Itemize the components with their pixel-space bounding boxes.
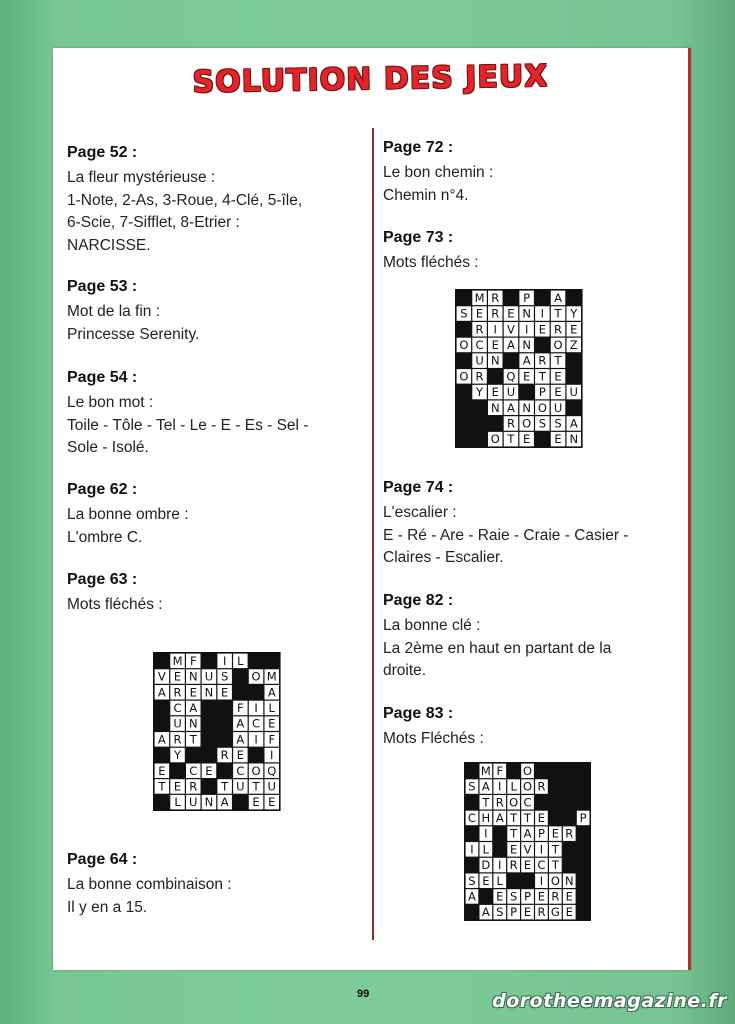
grid-letter: E [221, 685, 229, 700]
text-line: Le bon mot : [67, 394, 154, 411]
grid-letter: A [523, 826, 532, 841]
text-line: Chemin n°4. [383, 186, 469, 204]
grid-letter: E [537, 810, 546, 825]
grid-letter: U [173, 716, 182, 731]
page-number: 99 [357, 988, 370, 1000]
grid-letter: D [481, 858, 491, 873]
grid-letter: O [459, 369, 469, 384]
grid-letter: M [172, 653, 183, 668]
grid-letter: R [537, 905, 546, 920]
grid-letter: C [236, 763, 245, 778]
grid-letter: S [554, 416, 562, 431]
grid-letter: E [554, 369, 562, 384]
section-heading: Page 73 : [383, 229, 454, 246]
grid-letter: E [523, 432, 531, 447]
grid-letter: O [550, 873, 560, 888]
text-line: La bonne clé : [383, 617, 481, 634]
text-line: 1-Note, 2-As, 3-Roue, 4-Clé, 5-île, [67, 191, 303, 209]
grid-letter: I [498, 858, 502, 873]
grid-letter: U [553, 400, 563, 415]
grid-letter: V [157, 669, 166, 684]
grid-letter: L [482, 842, 490, 857]
grid-letter: T [507, 432, 515, 447]
grid-letter: F [189, 653, 197, 668]
grid-letter: A [569, 416, 578, 431]
grid-letter: M [474, 290, 485, 305]
text-line: Il y en a 15. [67, 898, 148, 916]
grid-letter: N [490, 400, 500, 415]
grid-letter: L [496, 873, 503, 888]
grid-letter: R [551, 889, 560, 904]
section-page-54 [67, 368, 357, 460]
section-heading: Page 82 : [383, 592, 454, 609]
grid-letter: R [506, 416, 515, 431]
section-text [383, 615, 683, 683]
grid-letter: E [268, 716, 276, 731]
grid-letter: S [460, 306, 468, 321]
grid-letter: C [467, 810, 476, 825]
grid-letter: T [158, 779, 166, 794]
grid-letter: M [266, 669, 277, 684]
grid-letter: O [523, 763, 533, 778]
grid-letter: E [482, 873, 490, 888]
grid-letter: M [480, 763, 491, 778]
text-line: Princesse Serenity. [67, 325, 200, 343]
grid-letter: A [495, 810, 504, 825]
grid-letter: E [507, 306, 515, 321]
grid-letter: U [569, 385, 578, 400]
grid-letter: O [553, 337, 563, 352]
grid-letter: R [495, 795, 504, 810]
section-page-82 [383, 591, 683, 683]
grid-letter: R [537, 779, 546, 794]
grid-letter: N [522, 337, 531, 352]
grid-letter: T [221, 779, 229, 794]
section-heading: Page 63 : [67, 571, 138, 588]
grid-letter: Y [174, 748, 182, 763]
grid-letter: E [268, 795, 276, 810]
grid-letter: L [268, 700, 275, 715]
grid-letter: E [236, 748, 244, 763]
grid-letter: F [496, 763, 504, 778]
grid-letter: Y [570, 306, 578, 321]
website-watermark: dorotheemagazine.fr [492, 990, 727, 1012]
grid-letter: A [507, 337, 515, 352]
grid-letter: E [491, 337, 499, 352]
grid-letter: R [491, 290, 500, 305]
grid-letter: I [254, 732, 258, 747]
grid-letter: T [554, 306, 562, 321]
grid-letter: R [220, 748, 229, 763]
grid-letter: O [251, 763, 261, 778]
grid-letter: A [267, 685, 276, 700]
grid-letter: E [570, 322, 578, 337]
grid-letter: P [524, 889, 532, 904]
text-line: NARCISSE. [67, 236, 151, 254]
section-page-63 [67, 570, 357, 617]
grid-letter: A [220, 795, 229, 810]
grid-letter: O [522, 416, 532, 431]
section-text [67, 392, 357, 460]
crossword-grid-page-73 [455, 289, 583, 448]
grid-letter: E [189, 685, 197, 700]
text-line: La 2ème en haut en partant de la [383, 639, 612, 657]
text-line: Le bon chemin : [383, 164, 494, 181]
crossword-grid-page-63 [153, 652, 281, 811]
grid-letter: P [579, 810, 587, 825]
text-line: 6-Scie, 7-Sifflet, 8-Etrier : [67, 214, 240, 231]
section-heading: Page 74 : [383, 479, 454, 496]
grid-letter: T [189, 732, 197, 747]
grid-letter: A [507, 400, 515, 415]
grid-letter: G [550, 905, 560, 920]
section-page-64 [67, 850, 357, 919]
grid-letter: T [510, 810, 518, 825]
grid-letter: O [490, 432, 500, 447]
grid-letter: A [236, 732, 245, 747]
grid-letter: E [523, 369, 531, 384]
text-line: Mot de la fin : [67, 303, 161, 320]
grid-letter: I [222, 653, 227, 668]
grid-letter: A [468, 889, 476, 904]
grid-letter: S [496, 905, 504, 920]
grid-letter: P [510, 905, 518, 920]
grid-letter: E [475, 306, 484, 321]
section-heading: Page 53 : [67, 278, 138, 295]
grid-svg [455, 289, 583, 448]
grid-letter: Q [506, 369, 516, 384]
text-line: L'ombre C. [67, 528, 143, 546]
section-heading: Page 64 : [67, 851, 138, 868]
grid-letter: V [523, 842, 532, 857]
grid-letter: C [475, 337, 484, 352]
grid-letter: I [540, 306, 545, 321]
grid-letter: E [523, 858, 532, 873]
crossword-grid-page-83 [464, 762, 591, 921]
section-text [383, 252, 683, 275]
text-line: Sole - Isolé. [67, 439, 149, 456]
grid-letter: S [220, 669, 229, 684]
grid-letter: F [268, 732, 276, 747]
grid-letter: U [236, 779, 245, 794]
grid-letter: N [564, 873, 574, 888]
grid-letter: E [537, 889, 546, 904]
grid-letter: N [522, 306, 531, 321]
section-page-72 [383, 138, 683, 207]
grid-letter: I [470, 842, 474, 857]
section-heading: Page 62 : [67, 481, 138, 498]
grid-letter: E [554, 385, 562, 400]
grid-letter: F [237, 700, 244, 715]
grid-letter: N [204, 685, 214, 700]
grid-letter: O [459, 337, 469, 352]
grid-letter: E [496, 889, 504, 904]
grid-letter: E [205, 763, 213, 778]
grid-letter: H [481, 810, 491, 825]
grid-letter: A [554, 290, 562, 305]
section-text [67, 167, 357, 257]
grid-letter: T [252, 779, 260, 794]
grid-letter: R [491, 306, 500, 321]
grid-letter: N [569, 432, 579, 447]
grid-letter: T [510, 826, 518, 841]
grid-letter: I [270, 748, 274, 763]
grid-letter: N [490, 353, 500, 368]
grid-letter: I [524, 322, 529, 337]
grid-letter: E [554, 432, 562, 447]
grid-letter: E [551, 826, 559, 841]
section-text [383, 162, 683, 207]
grid-letter: V [507, 322, 515, 337]
section-text [67, 504, 357, 549]
section-heading: Page 52 : [67, 144, 138, 161]
grid-letter: A [157, 685, 166, 700]
grid-letter: T [554, 353, 562, 368]
text-line: Mots fléchés : [383, 254, 479, 271]
grid-letter: O [509, 795, 519, 810]
grid-letter: S [468, 873, 476, 888]
grid-letter: R [554, 322, 563, 337]
grid-letter: E [173, 669, 182, 684]
grid-letter: E [538, 322, 546, 337]
magazine-page [53, 48, 691, 970]
grid-letter: U [267, 779, 276, 794]
grid-letter: C [252, 716, 261, 731]
grid-letter: Y [476, 385, 484, 400]
column-divider [372, 128, 374, 940]
section-page-53 [67, 277, 357, 346]
grid-letter: I [493, 322, 497, 337]
grid-letter: R [509, 858, 518, 873]
grid-letter: N [204, 795, 214, 810]
text-line: droite. [383, 662, 427, 679]
grid-letter: A [481, 779, 490, 794]
grid-letter: E [252, 795, 260, 810]
grid-letter: C [523, 795, 532, 810]
grid-letter: L [510, 779, 517, 794]
section-page-74 [383, 478, 683, 570]
grid-letter: N [522, 400, 531, 415]
grid-letter: Z [569, 337, 578, 352]
grid-letter: E [158, 763, 166, 778]
grid-letter: I [539, 873, 544, 888]
grid-letter: E [565, 905, 573, 920]
section-heading: Page 72 : [383, 139, 454, 156]
grid-letter: R [173, 685, 182, 700]
grid-letter: E [173, 779, 182, 794]
text-line: La fleur mystérieuse : [67, 169, 216, 186]
grid-letter: U [475, 353, 484, 368]
section-page-52 [67, 143, 357, 257]
grid-letter: C [537, 858, 546, 873]
grid-svg [153, 652, 281, 811]
grid-letter: I [539, 842, 544, 857]
text-line: E - Ré - Are - Raie - Craie - Casier - [383, 526, 629, 544]
section-page-62 [67, 480, 357, 549]
grid-letter: C [173, 700, 182, 715]
section-text [67, 301, 357, 346]
grid-letter: O [537, 400, 547, 415]
grid-letter: S [468, 779, 476, 794]
grid-letter: A [236, 716, 245, 731]
grid-letter: I [498, 779, 502, 794]
grid-letter: R [565, 826, 574, 841]
grid-letter: P [523, 290, 531, 305]
text-line: Toile - Tôle - Tel - Le - E - Es - Sel - [67, 416, 309, 434]
grid-letter: R [475, 369, 484, 384]
section-text [67, 874, 357, 919]
grid-letter: U [506, 385, 516, 400]
section-page-73 [383, 228, 683, 275]
grid-letter: E [491, 385, 499, 400]
grid-letter: O [251, 669, 261, 684]
text-line: Claires - Escalier. [383, 549, 504, 566]
text-line: La bonne combinaison : [67, 876, 232, 893]
text-line: L'escalier : [383, 504, 457, 521]
grid-letter: T [551, 842, 559, 857]
text-line: La bonne ombre : [67, 506, 189, 523]
section-heading: Page 54 : [67, 369, 138, 386]
grid-letter: Q [267, 763, 277, 778]
grid-letter: R [173, 732, 182, 747]
section-text [67, 594, 357, 617]
grid-letter: U [204, 669, 214, 684]
text-line: Mots Fléchés : [383, 730, 484, 747]
grid-letter: C [189, 763, 198, 778]
grid-letter: A [522, 353, 531, 368]
grid-letter: A [189, 700, 198, 715]
text-line: Mots fléchés : [67, 596, 163, 613]
grid-letter: I [484, 826, 488, 841]
grid-letter: R [475, 322, 484, 337]
grid-letter: R [538, 353, 547, 368]
grid-letter: T [482, 795, 490, 810]
grid-letter: L [174, 795, 181, 810]
grid-letter: E [565, 889, 573, 904]
grid-letter: I [254, 700, 258, 715]
grid-letter: P [538, 385, 546, 400]
grid-letter: P [537, 826, 545, 841]
grid-letter: S [509, 889, 518, 904]
grid-letter: R [189, 779, 198, 794]
grid-letter: U [189, 795, 198, 810]
grid-letter: S [538, 416, 547, 431]
grid-letter: E [523, 905, 532, 920]
section-text [383, 502, 683, 570]
grid-letter: A [157, 732, 166, 747]
section-heading: Page 83 : [383, 705, 454, 722]
grid-letter: N [188, 669, 198, 684]
grid-letter: L [237, 653, 244, 668]
grid-letter: N [188, 716, 198, 731]
grid-letter: E [510, 842, 518, 857]
grid-letter: A [481, 905, 490, 920]
page-title: SOLUTION DES JEUX [192, 58, 549, 101]
section-page-83 [383, 704, 683, 751]
grid-letter: T [538, 369, 546, 384]
section-text [383, 728, 683, 751]
grid-letter: O [523, 779, 533, 794]
grid-letter: T [551, 858, 559, 873]
grid-letter: T [524, 810, 532, 825]
grid-svg [464, 762, 591, 921]
